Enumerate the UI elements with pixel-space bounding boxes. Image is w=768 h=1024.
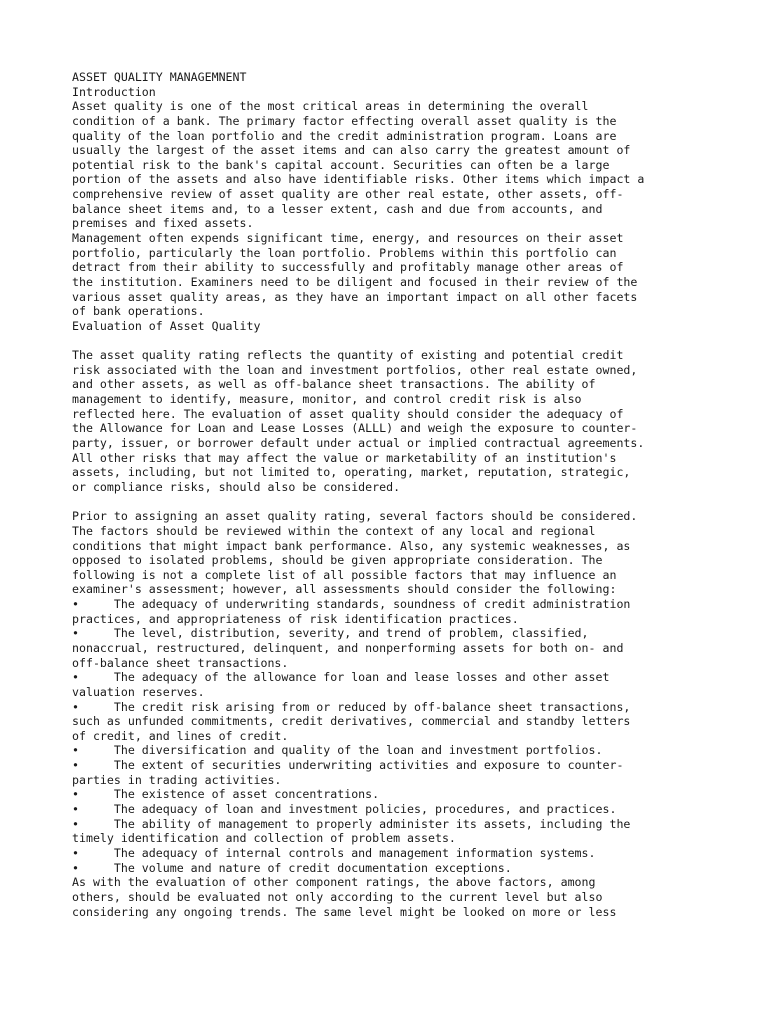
section-heading-introduction: Introduction [72, 84, 156, 99]
text-line: assets, including, but not limited to, operating, market, reputation, strategic, [72, 465, 631, 480]
text-line: of credit, and lines of credit. [72, 728, 289, 743]
text-line: others, should be evaluated not only according to the current level but also [72, 889, 603, 904]
bullet-item: • The adequacy of loan and investment policies, procedures, and practices. [72, 802, 617, 817]
text-line: detract from their ability to successfully and profitably manage other areas of [72, 260, 624, 275]
text-line: Prior to assigning an asset quality rating, several factors should be considered. [72, 509, 638, 524]
text-line: practices, and appropriateness of risk identification practices. [72, 611, 519, 626]
bullet-item: • The adequacy of internal controls and management information systems. [72, 845, 596, 860]
bullet-item: • The extent of securities underwriting activities and exposure to counter- [72, 758, 624, 773]
text-line: various asset quality areas, as they have an important impact on all other facets [72, 289, 638, 304]
section-heading-evaluation: Evaluation of Asset Quality [72, 318, 261, 333]
text-line: Management often expends significant time, energy, and resources on their asset [72, 231, 624, 246]
text-line: examiner's assessment; however, all assessments should consider the following: [72, 582, 617, 597]
blank-line [72, 495, 712, 510]
text-line: Asset quality is one of the most critical areas in determining the overall [72, 99, 589, 114]
bullet-item: • The ability of management to properly administer its assets, including the [72, 816, 631, 831]
text-line: comprehensive review of asset quality are other real estate, other assets, off- [72, 187, 624, 202]
text-line: party, issuer, or borrower default under actual or implied contractual agreements. [72, 436, 645, 451]
text-line: condition of a bank. The primary factor effecting overall asset quality is the [72, 113, 617, 128]
text-line: The factors should be reviewed within the context of any local and regional [72, 523, 596, 538]
text-line: reflected here. The evaluation of asset quality should consider the adequacy of [72, 406, 624, 421]
text-line: opposed to isolated problems, should be given appropriate consideration. The [72, 553, 603, 568]
bullet-item: • The existence of asset concentrations. [72, 787, 380, 802]
text-line: conditions that might impact bank performance. Also, any systemic weaknesses, as [72, 538, 631, 553]
bullet-item: • The diversification and quality of the loan and investment portfolios. [72, 743, 603, 758]
bullet-item: • The adequacy of the allowance for loan and lease losses and other asset [72, 670, 610, 685]
document-page [72, 70, 712, 919]
text-line: of bank operations. [72, 304, 205, 319]
text-line: risk associated with the loan and investment portfolios, other real estate owned, [72, 362, 638, 377]
text-line: nonaccrual, restructured, delinquent, and nonperforming assets for both on- and [72, 640, 624, 655]
text-line: such as unfunded commitments, credit derivatives, commercial and standby letters [72, 714, 631, 729]
text-line: parties in trading activities. [72, 772, 282, 787]
text-line: potential risk to the bank's capital account. Securities can often be a large [72, 157, 610, 172]
text-line: quality of the loan portfolio and the credit administration program. Loans are [72, 128, 617, 143]
text-line: timely identification and collection of problem assets. [72, 831, 456, 846]
text-line: portfolio, particularly the loan portfolio. Problems within this portfolio can [72, 245, 617, 260]
text-line: All other risks that may affect the value or marketability of an institution's [72, 450, 617, 465]
text-line: the Allowance for Loan and Lease Losses (ALLL) and weigh the exposure to counter- [72, 421, 638, 436]
text-line: following is not a complete list of all possible factors that may influence an [72, 567, 617, 582]
text-line: considering any ongoing trends. The same level might be looked on more or less [72, 904, 617, 919]
text-line: management to identify, measure, monitor, and control credit risk is also [72, 392, 582, 407]
blank-line [72, 334, 712, 349]
text-line: As with the evaluation of other component ratings, the above factors, among [72, 875, 596, 890]
text-line: the institution. Examiners need to be diligent and focused in their review of the [72, 274, 638, 289]
bullet-item: • The level, distribution, severity, and trend of problem, classified, [72, 626, 589, 641]
text-line: The asset quality rating reflects the quantity of existing and potential credit [72, 348, 624, 363]
bullet-item: • The adequacy of underwriting standards, soundness of credit administration [72, 597, 631, 612]
bullet-item: • The credit risk arising from or reduced by off-balance sheet transactions, [72, 699, 631, 714]
text-line: and other assets, as well as off-balance sheet transactions. The ability of [72, 377, 596, 392]
text-line: valuation reserves. [72, 684, 205, 699]
text-line: off-balance sheet transactions. [72, 655, 289, 670]
text-line: premises and fixed assets. [72, 216, 254, 231]
bullet-item: • The volume and nature of credit documentation exceptions. [72, 860, 512, 875]
text-line: balance sheet items and, to a lesser extent, cash and due from accounts, and [72, 201, 603, 216]
doc-title: ASSET QUALITY MANAGEMNENT [72, 70, 247, 84]
text-line: or compliance risks, should also be considered. [72, 479, 401, 494]
text-line: portion of the assets and also have identifiable risks. Other items which impact a [72, 172, 645, 187]
text-line: usually the largest of the asset items and can also carry the greatest amount of [72, 143, 631, 158]
